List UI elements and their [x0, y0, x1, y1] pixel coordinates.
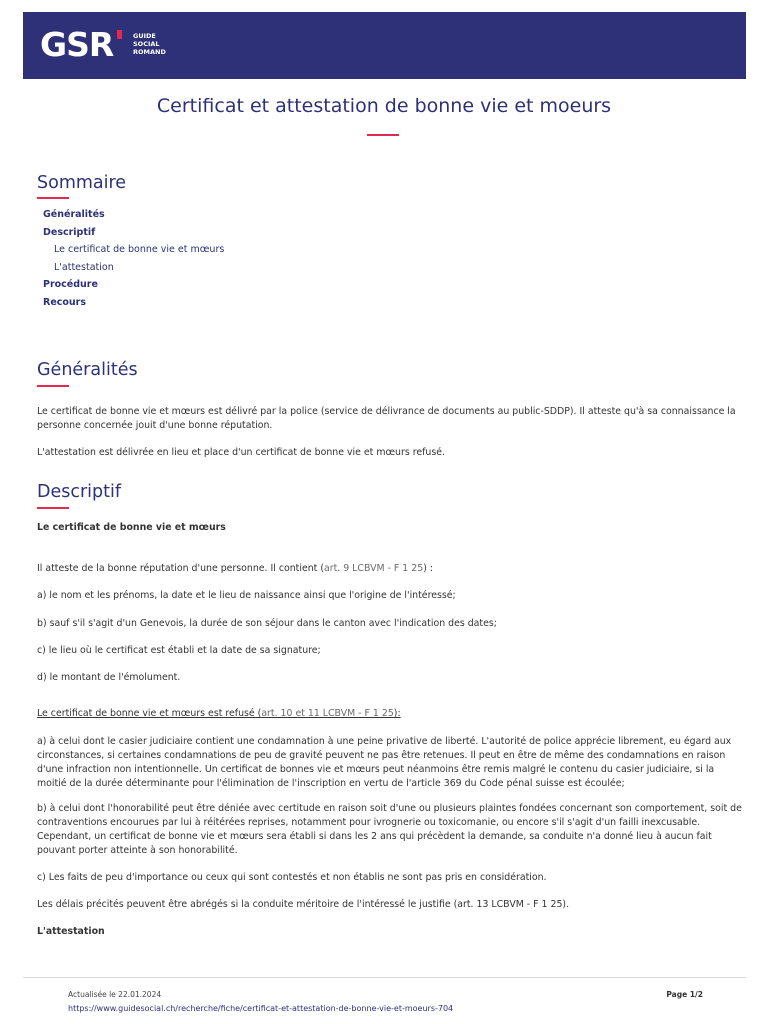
certificat-subheading: Le certificat de bonne vie et mœurs	[37, 522, 226, 533]
refusal-item-a: a) à celui dont le casier judiciaire contient une condamnation à une peine privative de liberté. L'autorité de police apprécie librement, eu égard aux circonstances, si certaines condamnations de peu de gravité peuvent ne pas être retenues. Il peut en être de même des condamnations en raison d'une infraction non intentionnelle. Un certificat de bonnes vie et mœurs peut néanmoins être remis malgré le contenu du casier judiciaire, si la moitié de la durée déterminante pour l'élimination de l'inscription en vertu de l'article 369 du Code pénal suisse est écoulée;	[37, 736, 732, 789]
logo-accent-mark	[117, 30, 122, 39]
generalites-underline	[37, 385, 69, 387]
generalites-paragraph-1: Le certificat de bonne vie et mœurs est délivré par la police (service de délivrance de documents au public-SDDP). Il atteste qu'à sa connaissance la personne concernée jouit d'une bonne réputation.	[37, 406, 736, 431]
footer-divider	[23, 977, 746, 978]
list-item-d: d) le montant de l'émolument.	[37, 672, 181, 683]
toc-item-certificat[interactable]: Le certificat de bonne vie et mœurs	[54, 244, 225, 256]
logo-subtitle	[133, 32, 166, 56]
footer-page-number: Page 1/2	[666, 990, 703, 999]
logo-sub-line: SOCIAL	[133, 40, 160, 48]
refusal-item-c: c) Les faits de peu d'importance ou ceux qui sont contestés et non établis ne sont pas pris en considération.	[37, 872, 547, 883]
attestation-subheading: L'attestation	[37, 926, 105, 937]
delays-paragraph: Les délais précités peuvent être abrégés si la conduite méritoire de l'intéressé le justifie (art. 13 LCBVM - F 1 25).	[37, 899, 570, 910]
list-item-b: b) sauf s'il s'agit d'un Genevois, la durée de son séjour dans le canton avec l'indication des dates;	[37, 618, 497, 629]
summary-list	[43, 206, 224, 312]
refusal-item-b: b) à celui dont l'honorabilité peut être déniée avec certitude en raison soit d'une ou plusieurs plaintes fondées concernant son comportement, soit de contraventions encourues par lui à réitérées reprises, notamment pour ivrognerie ou toxicomanie, ou encore s'il s'agit d'un failli inexcusable. Cependant, un certificat de bonne vie et mœurs sera établi si dans les 2 ans qui précèdent la demande, sa conduite n'a donné lieu à aucun fait pouvant porter atteinte à son honorabilité.	[37, 803, 742, 856]
summary-heading: Sommaire	[37, 173, 127, 193]
toc-item-descriptif[interactable]: Descriptif	[43, 226, 96, 238]
intro-text: Il atteste de la bonne réputation d'une personne. Il contient (	[37, 563, 324, 574]
refusal-text: Le certificat de bonne vie et mœurs est refusé (	[37, 708, 262, 719]
logo-sub-line: ROMAND	[133, 48, 166, 56]
logo-letters: GSR	[40, 25, 114, 64]
certificat-intro	[37, 562, 745, 576]
logo-sub-line: GUIDE	[133, 32, 156, 40]
list-item-c: c) le lieu où le certificat est établi et la date de sa signature;	[37, 645, 321, 656]
generalites-heading: Généralités	[37, 360, 138, 380]
footer-url-link[interactable]: https://www.guidesocial.ch/recherche/fiche/certificat-et-attestation-de-bonne-vie-et-moeurs-704	[68, 1004, 454, 1013]
toc-item-procedure[interactable]: Procédure	[43, 279, 98, 291]
art10-11-link[interactable]: art. 10 et 11 LCBVM - F 1 25	[261, 708, 394, 719]
site-header	[23, 12, 746, 79]
descriptif-heading: Descriptif	[37, 482, 122, 502]
refusal-text-end: ):	[393, 708, 401, 719]
art9-link[interactable]: art. 9 LCBVM - F 1 25	[324, 563, 424, 574]
page-title: Certificat et attestation de bonne vie et moeurs	[156, 95, 612, 117]
descriptif-underline	[37, 507, 69, 509]
toc-item-attestation[interactable]: L'attestation	[54, 261, 114, 273]
toc-item-generalites[interactable]: Généralités	[43, 209, 105, 220]
toc-item-recours[interactable]: Recours	[43, 296, 87, 308]
list-item-a: a) le nom et les prénoms, la date et le lieu de naissance ainsi que l'origine de l'intéressé;	[37, 590, 456, 601]
generalites-paragraph-2: L'attestation est délivrée en lieu et place d'un certificat de bonne vie et mœurs refusé.	[37, 447, 445, 458]
summary-underline	[37, 197, 69, 199]
title-underline	[367, 134, 399, 136]
footer-updated-date: Actualisée le 22.01.2024	[68, 990, 162, 999]
refusal-intro	[37, 707, 745, 721]
intro-text-end: ) :	[423, 563, 433, 574]
